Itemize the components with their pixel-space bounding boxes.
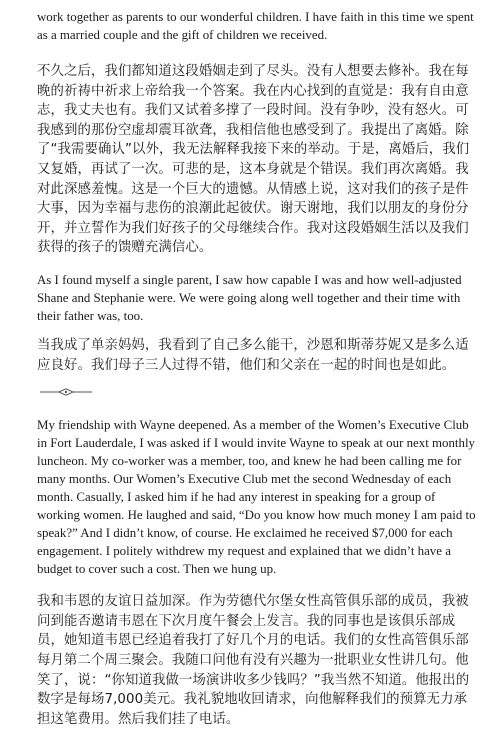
document-page — [37, 8, 477, 729]
chinese-paragraph-3: 我和韦恩的友谊日益加深。作为劳德代尔堡女性高管俱乐部的成员，我被问到能否邀请韦恩在下次月度午餐会上发言。我的同事也是该俱乐部成员，她知道韦恩已经追着我打了好几个月的电话。我们的女性高管俱乐部每月第二个周三聚会。我随口问他有没有兴趣为一批职业女性讲几句。他笑了，说：“你知道我做一场演讲收多少钱吗？”我当然不知道。他报出的数字是每场7,000美元。我礼貌地收回请求，向他解释我们的预算无力承担这笔费用。然后我们挂了电话。 — [37, 594, 470, 727]
chinese-paragraph-1: 不久之后，我们都知道这段婚姻走到了尽头。没有人想要去修补。我在每晚的祈祷中祈求上帝给我一个答案。我在内心找到的直觉是：我有自由意志，我丈夫也有。我们又试着多撑了一段时间。没有争吵，没有怒火。可我感到的那份空虚却震耳欲聋，我相信他也感受到了。我提出了离婚。除了“我需要确认”以外，我无法解释我接下来的举动。于是，离婚后，我们又复婚，再试了一次。可悲的是，这本身就是个错误。我们再次离婚。我对此深感羞愧。这是一个巨大的遗憾。从情感上说，这对我们的孩子是件大事，因为幸福与悲伤的浪潮此起彼伏。谢天谢地，我们以朋友的身份分开，并立誓作为我们好孩子的父母继续合作。我对这段婚姻生活以及我们获得的孩子的馈赠充满信心。 — [37, 64, 470, 256]
chinese-paragraph-2: 当我成了单亲妈妈，我看到了自己多么能干，沙恩和斯蒂芬妮又是多么适应良好。我们母子三人过得不错，他们和父亲在一起的时间也是如此。 — [37, 337, 469, 373]
english-paragraph-3: My friendship with Wayne deepened. As a member of the Women’s Executive Club in Fort Lauderdale, I was asked if I would invite Wayne to speak at our next monthly luncheon. My co-worker was a member, too, and knew he had been calling me for many months. Our Women’s Executive Club met the second Wednesday of each month. Casually, I asked him if he had any interest in speaking for a group of working women. He laughed and said, “Do you know how much money I am paid to speak?” And I didn’t know, of course. He exclaimed he received $7,000 for each engagement. I politely withdrew my request and explained that we didn’t have a budget to cover such a cost. Then we hung up. — [37, 418, 476, 577]
english-paragraph-1: work together as parents to our wonderful children. I have faith in this time we spent as a married couple and the gift of children we received. — [37, 10, 474, 42]
english-paragraph-2: As I found myself a single parent, I saw how capable I was and how well-adjusted Shane and Stephanie were. We were going along well together and their time with their father was, too. — [37, 272, 462, 323]
section-divider — [37, 385, 477, 399]
ornamental-divider-icon — [40, 388, 92, 396]
